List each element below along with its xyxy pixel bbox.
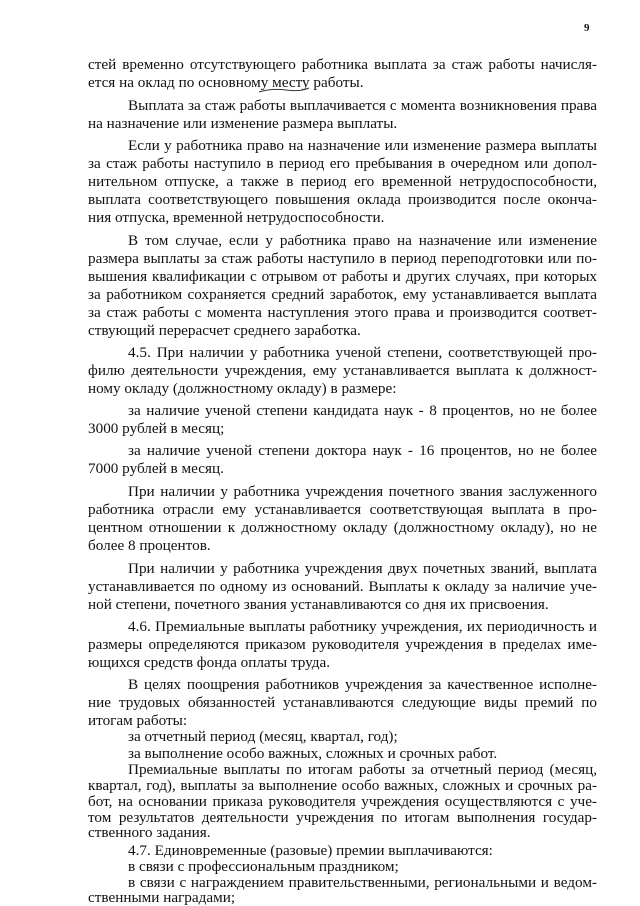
text-line: ствующий перерасчет среднего заработка. <box>88 322 361 339</box>
text-line: за работником сохраняется средний заработок, ему устанавливается выплата <box>88 286 597 303</box>
text-line: в связи с награждением правительственными, региональными и ведом- <box>128 874 597 891</box>
text-line: Выплата за стаж работы выплачивается с момента возникновения права <box>128 97 597 114</box>
text-line: на назначение или изменение размера выплаты. <box>88 115 398 132</box>
text-line: Если у работника право на назначение или изменение размера выплаты <box>128 137 597 154</box>
text-line: ние трудовых обязанностей устанавливаются следующие виды премий по <box>88 694 597 711</box>
text-line: В том случае, если у работника право на назначение или изменение <box>128 232 597 249</box>
text-line: 4.7. Единовременные (разовые) премии выплачиваются: <box>128 842 493 859</box>
text-line: 7000 рублей в месяц. <box>88 460 224 477</box>
text-line: за выполнение особо важных, сложных и срочных работ. <box>128 745 498 762</box>
text-line: том результатов деятельности учреждения по итогам выполнения государ- <box>88 809 597 826</box>
text-line: ющихся средств фонда оплаты труда. <box>88 654 331 671</box>
text-line: ется на оклад по основному месту работы. <box>88 74 364 91</box>
text-line: итогам работы: <box>88 712 188 729</box>
text-line: 4.6. Премиальные выплаты работнику учреждения, их периодичность и <box>128 618 597 635</box>
text-line: ственными наградами; <box>88 889 236 906</box>
text-line: за наличие ученой степени кандидата наук - 8 процентов, но не более <box>128 402 597 419</box>
text-line: размеры определяются приказом руководителя учреждения в пределах име- <box>88 636 597 653</box>
page-number: 9 <box>584 22 590 34</box>
text-line: работника отрасли ему устанавливается соответствующая выплата в про- <box>88 501 597 518</box>
text-line: вышения квалификации с отрывом от работы и других случаях, при которых <box>88 268 597 285</box>
text-line: ной степени, почетного звания устанавливаются со дня их присвоения. <box>88 596 549 613</box>
text-line: 4.5. При наличии у работника ученой степени, соответствующей про- <box>128 344 597 361</box>
text-line: ному окладу (должностному окладу) в размере: <box>88 380 397 397</box>
text-line: Премиальные выплаты по итогам работы за отчетный период (месяц, <box>128 761 597 778</box>
text-line: При наличии у работника учреждения почетного звания заслуженного <box>128 483 597 500</box>
text-line: за отчетный период (месяц, квартал, год); <box>128 728 398 745</box>
text-line: ния отпуска, временной нетрудоспособности. <box>88 209 385 226</box>
text-line: за стаж работы с момента наступления этого права и производится соответ- <box>88 304 597 321</box>
text-line: нительном отпуске, а также в период его временной нетрудоспособности, <box>88 173 597 190</box>
text-line: бот, на основании приказа руководителя учреждения осуществляются с уче- <box>88 793 597 810</box>
text-line: в связи с профессиональным праздником; <box>128 858 399 875</box>
text-line: более 8 процентов. <box>88 537 211 554</box>
text-line: филю деятельности учреждения, ему устанавливается выплата к должност- <box>88 362 597 379</box>
text-line: квартал, год), выплаты за выполнение особо важных, сложных и срочных ра- <box>88 777 597 794</box>
text-line: стей временно отсутствующего работника выплата за стаж работы начисля- <box>88 56 597 73</box>
text-line: размера выплаты за стаж работы наступило в период переподготовки или по- <box>88 250 597 267</box>
text-line: При наличии у работника учреждения двух почетных званий, выплата <box>128 560 597 577</box>
text-line: устанавливается по одному из оснований. Выплаты к окладу за наличие уче- <box>88 578 597 595</box>
pen-stroke-mark <box>258 86 310 94</box>
text-line: выплата соответствующего повышения оклада производится после оконча- <box>88 191 597 208</box>
text-line: за наличие ученой степени доктора наук - 16 процентов, но не более <box>128 442 597 459</box>
text-line: за стаж работы наступило в период его пребывания в очередном или допол- <box>88 155 597 172</box>
text-line: ственного задания. <box>88 824 211 841</box>
text-line: 3000 рублей в месяц; <box>88 420 225 437</box>
text-line: В целях поощрения работников учреждения за качественное исполне- <box>128 676 597 693</box>
text-line: центном отношении к должностному окладу (должностному окладу), но не <box>88 519 597 536</box>
